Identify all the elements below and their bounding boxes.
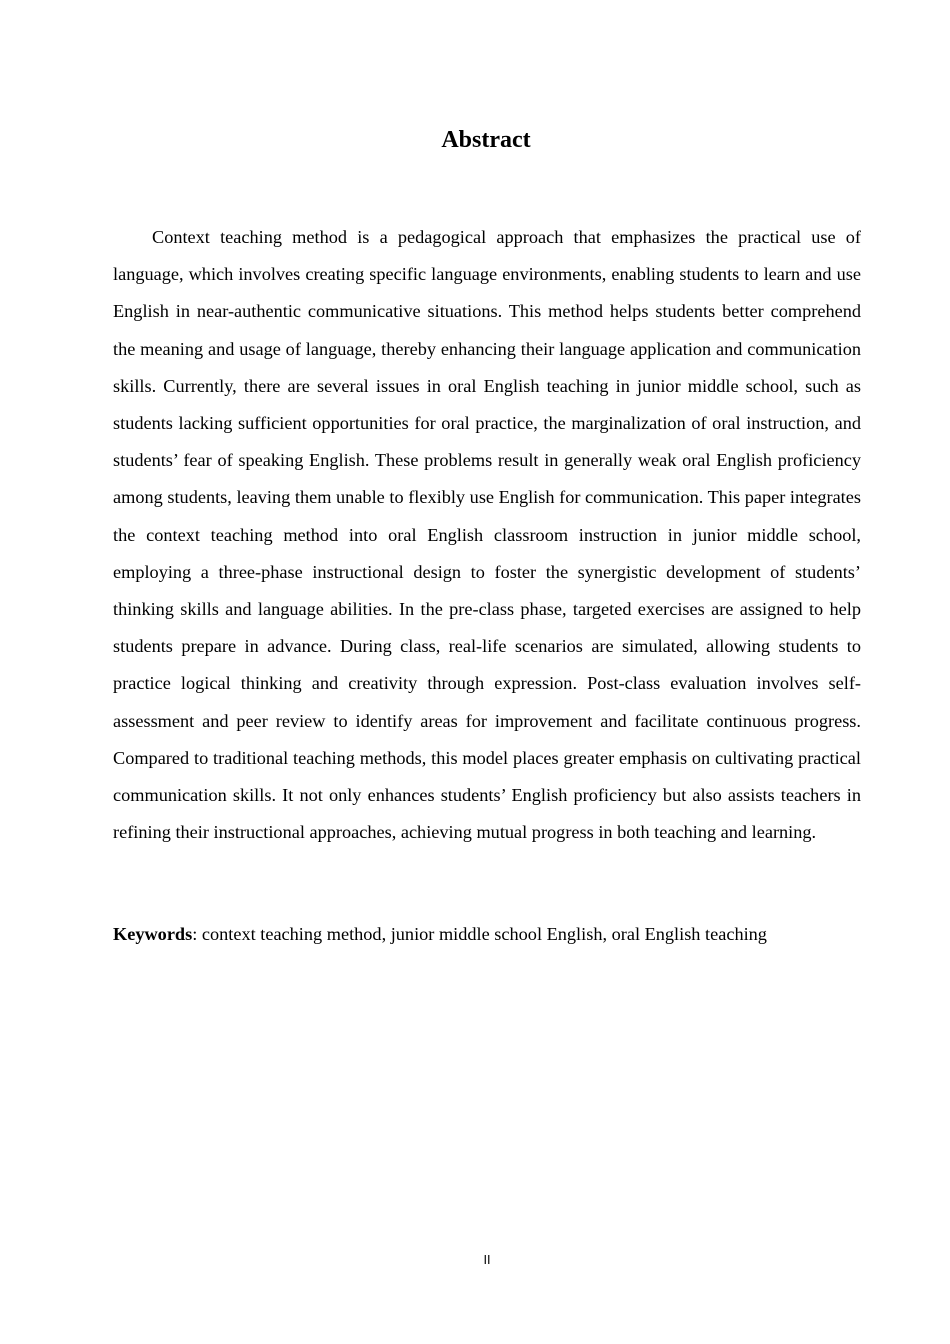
abstract-title: Abstract [441,127,531,153]
keywords-text: : context teaching method, junior middle school English, oral English teaching [192,924,767,944]
keywords-line [113,918,861,950]
keywords-label: Keywords [113,924,193,944]
page-number: II [483,1253,491,1267]
abstract-paragraph: Context teaching method is a pedagogical approach that emphasizes the practical use of language, which involves creating specific language environments, enabling students to learn and use English in near-authentic communicative situations. This method helps students better comprehend the meaning and usage of language, thereby enhancing their language application and communication skills. Currently, there are several issues in oral English teaching in junior middle school, such as students lacking sufficient opportunities for oral practice, the marginalization of oral instruction, and students’ fear of speaking English. These problems result in generally weak oral English proficiency among students, leaving them unable to flexibly use English for communication. This paper integrates the context teaching method into oral English classroom instruction in junior middle school, employing a three-phase instructional design to foster the synergistic development of students’ thinking skills and language abilities. In the pre-class phase, targeted exercises are assigned to help students prepare in advance. During class, real-life scenarios are simulated, allowing students to practice logical thinking and creativity through expression. Post-class evaluation involves self-assessment and peer review to identify areas for improvement and facilitate continuous progress. Compared to traditional teaching methods, this model places greater emphasis on cultivating practical communication skills. It not only enhances students’ English proficiency but also assists teachers in refining their instructional approaches, achieving mutual progress in both teaching and learning. [113,227,861,843]
